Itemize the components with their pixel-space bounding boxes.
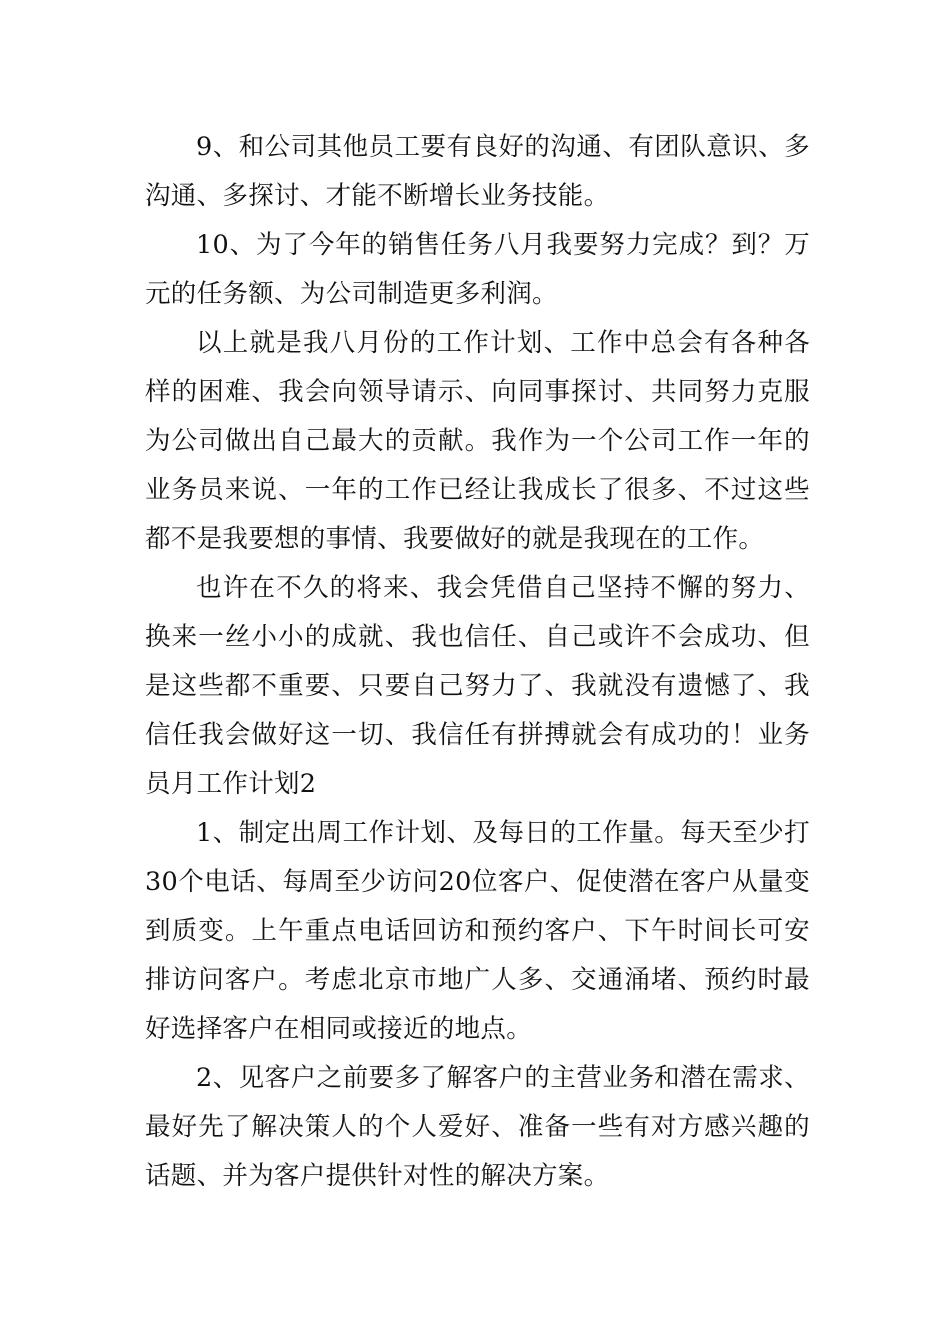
document-body <box>145 123 810 1201</box>
paragraph-plan2-item-2: 2、见客户之前要多了解客户的主营业务和潜在需求、最好先了解决策人的个人爱好、准备一些有对方感兴趣的话题、并为客户提供针对性的解决方案。 <box>145 1063 810 1191</box>
paragraph-plan2-item-1: 1、制定出周工作计划、及每日的工作量。每天至少打30个电话、每周至少访问20位客户、促使潜在客户从量变到质变。上午重点电话回访和预约客户、下午时间长可安排访问客户。考虑北京市地广人多、交通涌堵、预约时最好选择客户在相同或接近的地点。 <box>145 818 810 1044</box>
paragraph-summary: 以上就是我八月份的工作计划、工作中总会有各种各样的困难、我会向领导请示、向同事探讨、共同努力克服为公司做出自己最大的贡献。我作为一个公司工作一年的业务员来说、一年的工作已经让我成长了很多、不过这些都不是我要想的事情、我要做好的就是我现在的工作。 <box>145 328 810 554</box>
paragraph-item-9: 9、和公司其他员工要有良好的沟通、有团队意识、多沟通、多探讨、才能不断增长业务技能。 <box>145 132 810 211</box>
paragraph-item-10: 10、为了今年的销售任务八月我要努力完成？到？万元的任务额、为公司制造更多利润。 <box>145 230 810 309</box>
paragraph-outlook: 也许在不久的将来、我会凭借自己坚持不懈的努力、换来一丝小小的成就、我也信任、自己或许不会成功、但是这些都不重要、只要自己努力了、我就没有遗憾了、我信任我会做好这一切、我信任有拼搏就会有成功的！业务员月工作计划2 <box>145 573 810 799</box>
